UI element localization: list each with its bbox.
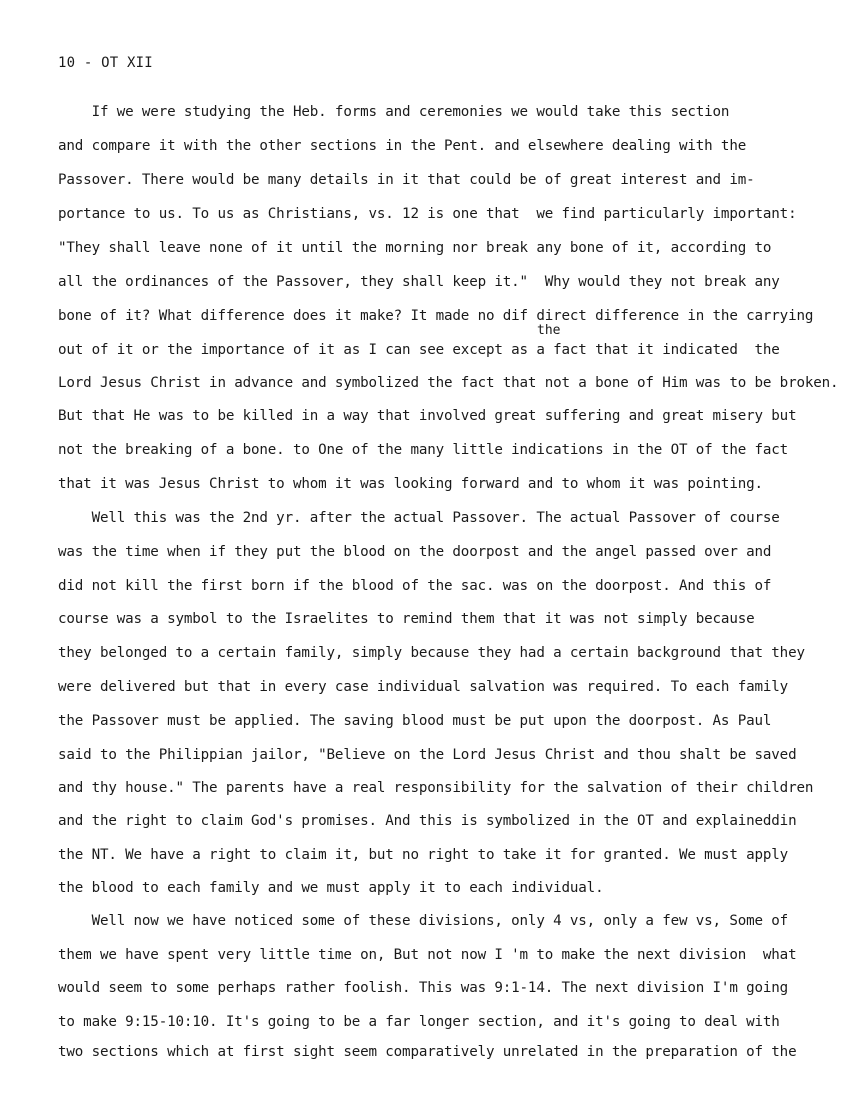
text-line: and compare it with the other sections in the Pent. and elsewhere dealing with the	[58, 138, 747, 154]
text-line: them we have spent very little time on, But not now I 'm to make the next division what	[58, 947, 797, 963]
text-line: Well this was the 2nd yr. after the actual Passover. The actual Passover of course	[58, 510, 780, 526]
text-line: "They shall leave none of it until the morning nor break any bone of it, according to	[58, 240, 772, 256]
text-line: bone of it? What difference does it make? It made no dif direct difference in the carrying	[58, 308, 814, 324]
text-line: But that He was to be killed in a way that involved great suffering and great misery but	[58, 408, 797, 424]
page-header: 10 - OT XII	[58, 55, 153, 71]
text-line: all the ordinances of the Passover, they shall keep it." Why would they not break any	[58, 274, 780, 290]
text-line: was the time when if they put the blood on the doorpost and the angel passed over and	[58, 544, 772, 560]
text-line: Lord Jesus Christ in advance and symbolized the fact that not a bone of Him was to be broken.	[58, 375, 839, 391]
text-line: they belonged to a certain family, simply because they had a certain background that they	[58, 645, 805, 661]
text-line: not the breaking of a bone. to One of the many little indications in the OT of the fact	[58, 442, 789, 458]
text-line: said to the Philippian jailor, "Believe on the Lord Jesus Christ and thou shalt be saved	[58, 747, 797, 763]
text-line: portance to us. To us as Christians, vs. 12 is one that we find particularly important:	[58, 206, 797, 222]
text-line: course was a symbol to the Israelites to remind them that it was not simply because	[58, 611, 755, 627]
text-line: and thy house." The parents have a real responsibility for the salvation of their children	[58, 780, 814, 796]
text-line: were delivered but that in every case individual salvation was required. To each family	[58, 679, 789, 695]
text-line: two sections which at first sight seem comparatively unrelated in the preparation of the	[58, 1044, 797, 1060]
text-line: would seem to some perhaps rather foolish. This was 9:1-14. The next division I'm going	[58, 980, 789, 996]
inserted-word: the	[537, 323, 561, 338]
text-line: the blood to each family and we must apply it to each individual.	[58, 880, 604, 896]
text-line: the NT. We have a right to claim it, but no right to take it for granted. We must apply	[58, 847, 789, 863]
text-line: If we were studying the Heb. forms and ceremonies we would take this section	[58, 104, 730, 120]
text-line: that it was Jesus Christ to whom it was looking forward and to whom it was pointing.	[58, 476, 763, 492]
text-line: did not kill the first born if the blood of the sac. was on the doorpost. And this of	[58, 578, 772, 594]
text-line: and the right to claim God's promises. And this is symbolized in the OT and explaineddin	[58, 813, 797, 829]
text-line: Well now we have noticed some of these divisions, only 4 vs, only a few vs, Some of	[58, 913, 789, 929]
text-line: out of it or the importance of it as I can see except as a fact that it indicated the	[58, 342, 780, 358]
text-line: to make 9:15-10:10. It's going to be a far longer section, and it's going to deal with	[58, 1014, 780, 1030]
text-line: the Passover must be applied. The saving blood must be put upon the doorpost. As Paul	[58, 713, 772, 729]
text-line: Passover. There would be many details in it that could be of great interest and im-	[58, 172, 755, 188]
